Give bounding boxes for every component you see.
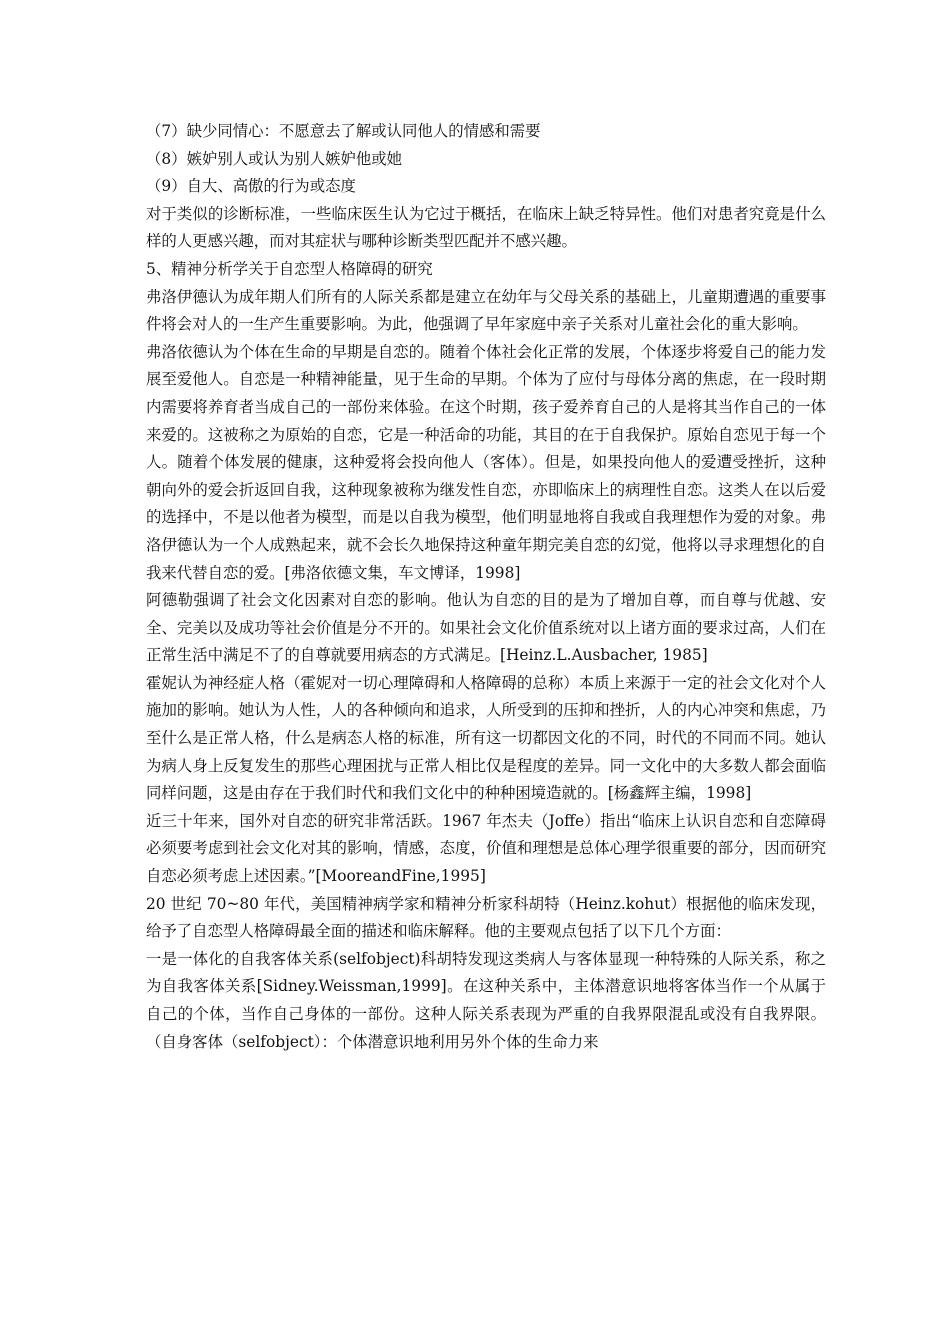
paragraph-horney: 霍妮认为神经症人格（霍妮对一切心理障碍和人格障碍的总称）本质上来源于一定的社会文化对个人施加的影响。她认为人性，人的各种倾向和追求，人所受到的压抑和挫折，人的内心冲突和焦虑，乃至什么是正常人格，什么是病态人格的标准，所有这一切都因文化的不同，时代的不同而不同。她认为病人身上反复发生的那些心理困扰与正常人相比仅是程度的差异。同一文化中的大多数人都会面临同样问题，这是由存在于我们时代和我们文化中的种种困境造就的。[杨鑫辉主编，1998]	[146, 673, 826, 803]
section-heading: 5、精神分析学关于自恋型人格障碍的研究	[146, 259, 433, 278]
paragraph-freud-narcissism: 弗洛依德认为个体在生命的早期是自恋的。随着个体社会化正常的发展，个体逐步将爱自己的能力发展至爱他人。自恋是一种精神能量，见于生命的早期。个体为了应付与母体分离的焦虑，在一段时期内需要将养育者当成自己的一部份来体验。在这个时期，孩子爱养育自己的人是将其当作自己的一体来爱的。这被称之为原始的自恋，它是一种活命的功能，其目的在于自我保护。原始自恋见于每一个人。随着个体发展的健康，这种爱将会投向他人（客体）。但是，如果投向他人的爱遭受挫折，这种朝向外的爱会折返回自我，这种现象被称为继发性自恋，亦即临床上的病理性自恋。这类人在以后爱的选择中，不是以他者为模型，而是以自我为模型，他们明显地将自我或自我理想作为爱的对象。弗洛伊德认为一个人成熟起来，就不会长久地保持这种童年期完美自恋的幻觉，他将以寻求理想化的自我来代替自恋的爱。[弗洛依德文集，车文博译，1998]	[146, 342, 826, 582]
paragraph-joffe: 近三十年来，国外对自恋的研究非常活跃。1967 年杰夫（Joffe）指出“临床上认识自恋和自恋障碍必须要考虑到社会文化对其的影响，情感，态度，价值和理想是总体心理学很重要的部分，因而研究自恋必须考虑上述因素。”[MooreandFine,1995]	[146, 811, 826, 886]
document-body	[146, 118, 826, 1056]
list-item-7: （7）缺少同情心：不愿意去了解或认同他人的情感和需要	[146, 122, 541, 140]
paragraph-freud-relations: 弗洛伊德认为成年期人们所有的人际关系都是建立在幼年与父母关系的基础上，儿童期遭遇的重要事件将会对人的一生产生重要影响。为此，他强调了早年家庭中亲子关系对儿童社会化的重大影响。	[146, 287, 826, 334]
list-item-8: （8）嫉妒别人或认为别人嫉妒他或她	[146, 149, 403, 168]
paragraph-selfobject: 一是一体化的自我客体关系(selfobject)科胡特发现这类病人与客体显现一种特殊的人际关系，称之为自我客体关系[Sidney.Weissman,1999]。在这种关系中，主体潜意识地将客体当作一个从属于自己的个体，当作自己身体的一部份。这种人际关系表现为严重的自我界限混乱或没有自我界限。（自身客体（selfobject）：个体潜意识地利用另外个体的生命力来	[146, 949, 826, 1051]
paragraph-diagnostic-criticism: 对于类似的诊断标准，一些临床医生认为它过于概括，在临床上缺乏特异性。他们对患者究竟是什么样的人更感兴趣，而对其症状与哪种诊断类型匹配并不感兴趣。	[146, 204, 826, 251]
paragraph-kohut-intro: 20 世纪 70~80 年代，美国精神病学家和精神分析家科胡特（Heinz.kohut）根据他的临床发现，给予了自恋型人格障碍最全面的描述和临床解释。他的主要观点包括了以下几个方面：	[146, 894, 826, 941]
paragraph-adler: 阿德勒强调了社会文化因素对自恋的影响。他认为自恋的目的是为了增加自尊，而自尊与优越、安全、完美以及成功等社会价值是分不开的。如果社会文化价值系统对以上诸方面的要求过高，人们在正常生活中满足不了的自尊就要用病态的方式满足。[Heinz.L.Ausbacher, 1985]	[146, 591, 826, 665]
list-item-9: （9）自大、高傲的行为或态度	[146, 177, 356, 196]
